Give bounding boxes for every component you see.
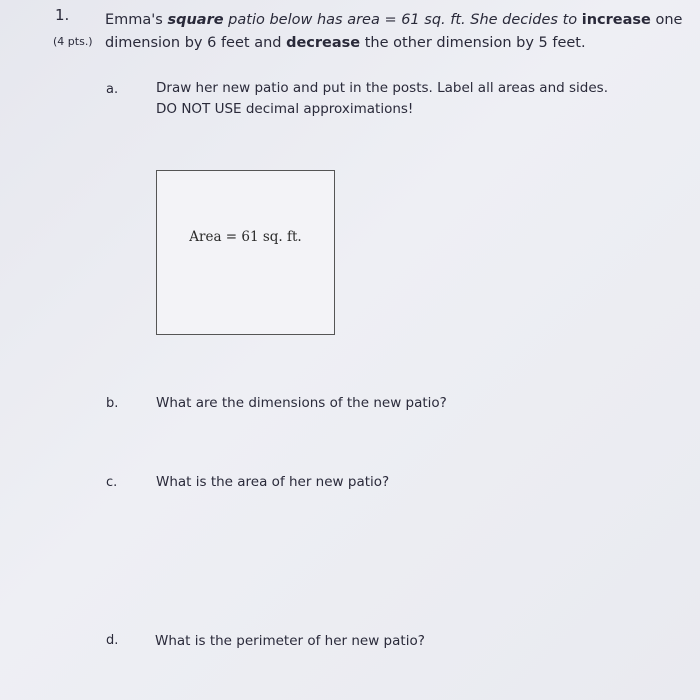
part-a-letter: a. xyxy=(106,82,119,97)
question-text: patio below has area = 61 sq. ft. She decides to xyxy=(223,12,582,28)
part-c-letter: c. xyxy=(106,475,118,490)
part-b-text: What are the dimensions of the new patio? xyxy=(156,395,447,411)
emphasis-increase: increase xyxy=(581,12,651,28)
question-number: 1. xyxy=(55,6,70,24)
part-a-line-1: Draw her new patio and put in the posts. Label all areas and sides. xyxy=(156,80,608,96)
patio-square xyxy=(156,170,335,335)
question-text: Emma's xyxy=(105,12,168,28)
question-text-line-1 xyxy=(105,12,682,28)
part-d-text: What is the perimeter of her new patio? xyxy=(155,633,425,649)
question-text: the other dimension by 5 feet. xyxy=(360,35,586,51)
question-text-line-2 xyxy=(105,35,586,51)
part-c-text: What is the area of her new patio? xyxy=(156,474,390,490)
part-b-letter: b. xyxy=(106,396,119,411)
patio-area-label: Area = 61 sq. ft. xyxy=(189,229,302,245)
part-a-line-2: DO NOT USE decimal approximations! xyxy=(156,101,414,117)
part-d-letter: d. xyxy=(106,633,119,648)
question-text: dimension by 6 feet and xyxy=(105,35,287,51)
emphasis-decrease: decrease xyxy=(286,35,361,51)
emphasis-square: square xyxy=(167,12,224,28)
question-points: (4 pts.) xyxy=(53,35,93,48)
question-text: one xyxy=(650,12,683,28)
